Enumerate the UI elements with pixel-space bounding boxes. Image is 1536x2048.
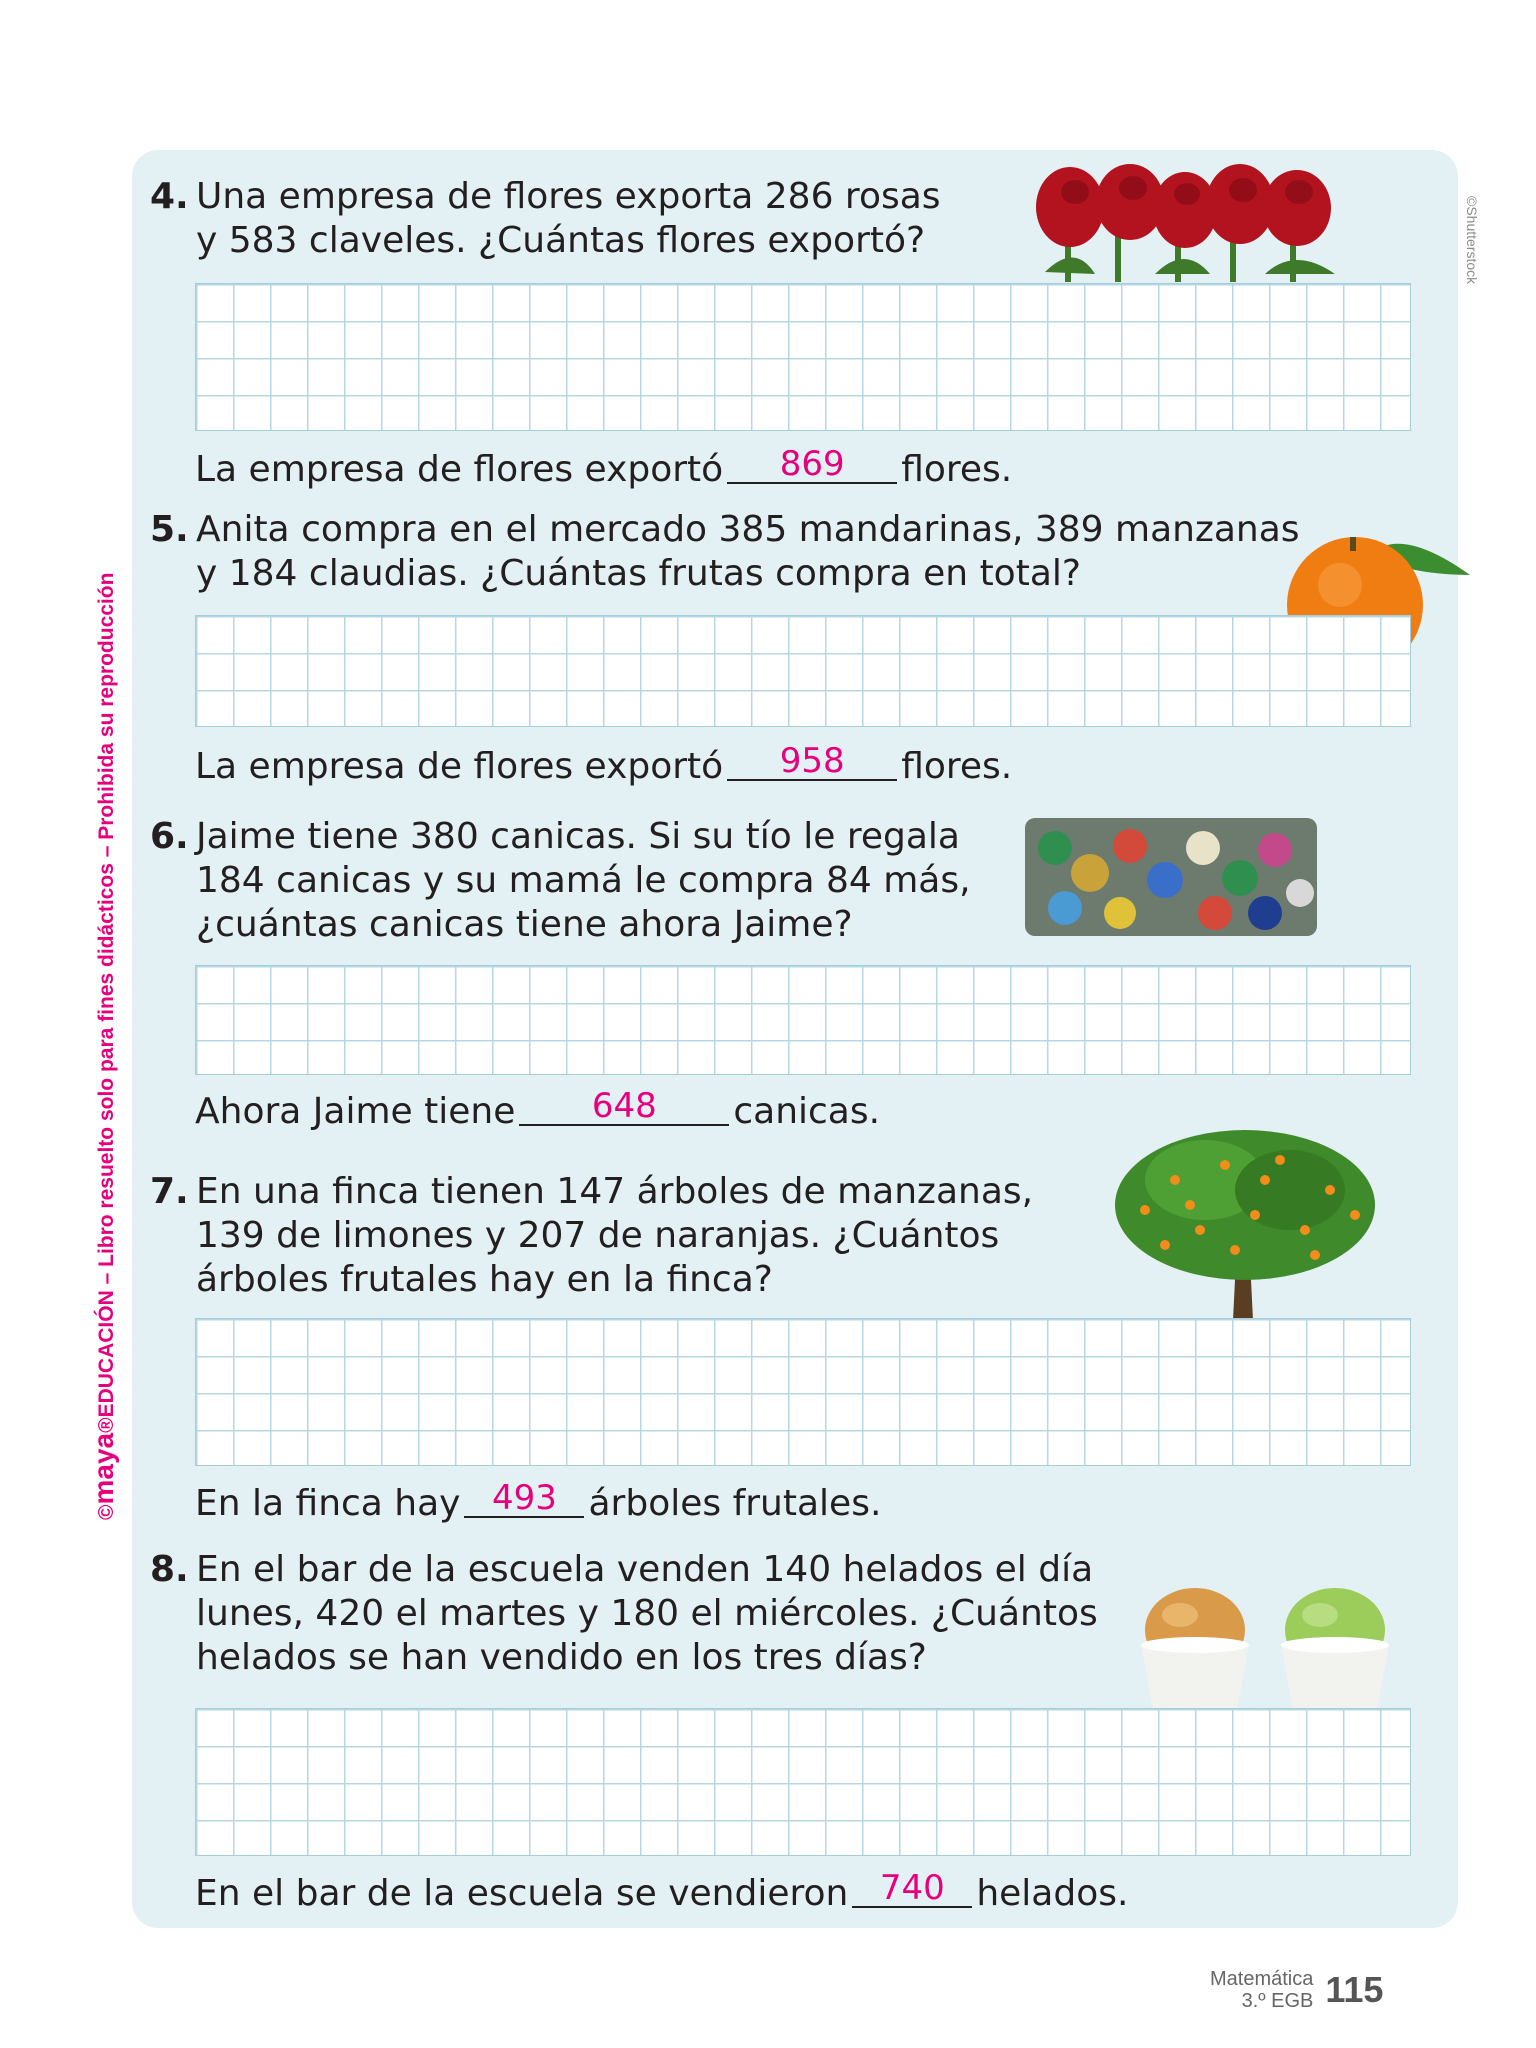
answer-sentence: En la finca hay 493 árboles frutales.: [195, 1478, 882, 1524]
answer-grid[interactable]: [195, 1708, 1411, 1856]
answer-grid[interactable]: [195, 283, 1411, 431]
problem-number: 4.: [150, 176, 189, 217]
answer-blank[interactable]: 869: [727, 446, 897, 484]
marbles-image: [1025, 818, 1317, 936]
answer-sentence: La empresa de flores exportó 869 flores.: [195, 444, 1013, 490]
ice-cream-image: [1135, 1570, 1395, 1715]
answer-blank[interactable]: 740: [852, 1870, 972, 1908]
answer-sentence: La empresa de flores exportó 958 flores.: [195, 741, 1013, 787]
problem-text: Anita compra en el mercado 385 mandarinas, 389 manzanas y 184 claudias. ¿Cuántas frutas compra en total?: [196, 509, 1300, 594]
answer-grid[interactable]: [195, 615, 1411, 727]
answer-grid[interactable]: [195, 1318, 1411, 1466]
problem-8: [150, 1548, 1098, 1680]
problem-7: [150, 1170, 1033, 1302]
problem-text: En una finca tienen 147 árboles de manzanas, 139 de limones y 207 de naranjas. ¿Cuántos árboles frutales hay en la finca?: [196, 1171, 1034, 1300]
roses-image: [1035, 162, 1355, 282]
page-footer: [1210, 1968, 1383, 2012]
problem-text: En el bar de la escuela venden 140 helados el día lunes, 420 el martes y 180 el miércoles. ¿Cuántos helados se han vendido en los tres días?: [196, 1549, 1098, 1678]
problem-4: [150, 175, 941, 263]
problem-text: Una empresa de flores exporta 286 rosas y 583 claveles. ¿Cuántas flores exportó?: [196, 176, 941, 261]
footer-grade: 3.º EGB: [1241, 1990, 1314, 2012]
problem-number: 8.: [150, 1549, 189, 1590]
problem-number: 5.: [150, 509, 189, 550]
problem-number: 6.: [150, 816, 189, 857]
problem-5: [150, 508, 1300, 596]
problem-6: [150, 815, 971, 947]
answer-blank[interactable]: 493: [464, 1480, 584, 1518]
answer-sentence: En el bar de la escuela se vendieron 740 helados.: [195, 1868, 1129, 1914]
answer-grid[interactable]: [195, 965, 1411, 1075]
problem-number: 7.: [150, 1171, 189, 1212]
maya-logo: maya: [88, 1432, 119, 1505]
answer-blank[interactable]: 958: [727, 743, 897, 781]
orange-tree-image: [1105, 1120, 1385, 1325]
problem-text: Jaime tiene 380 canicas. Si su tío le regala 184 canicas y su mamá le compra 84 más, ¿cuántas canicas tiene ahora Jaime?: [196, 816, 971, 945]
answer-sentence: Ahora Jaime tiene 648 canicas.: [195, 1086, 881, 1132]
footer-subject: Matemática: [1210, 1968, 1314, 1990]
answer-blank[interactable]: 648: [519, 1088, 729, 1126]
copyright-side-text: ©maya®EDUCACIÓN – Libro resuelto solo para fines didácticos – Prohibida su reproducción: [88, 572, 119, 1520]
page-number: 115: [1325, 1969, 1384, 2010]
photo-credit: ©Shutterstock: [1464, 196, 1480, 285]
